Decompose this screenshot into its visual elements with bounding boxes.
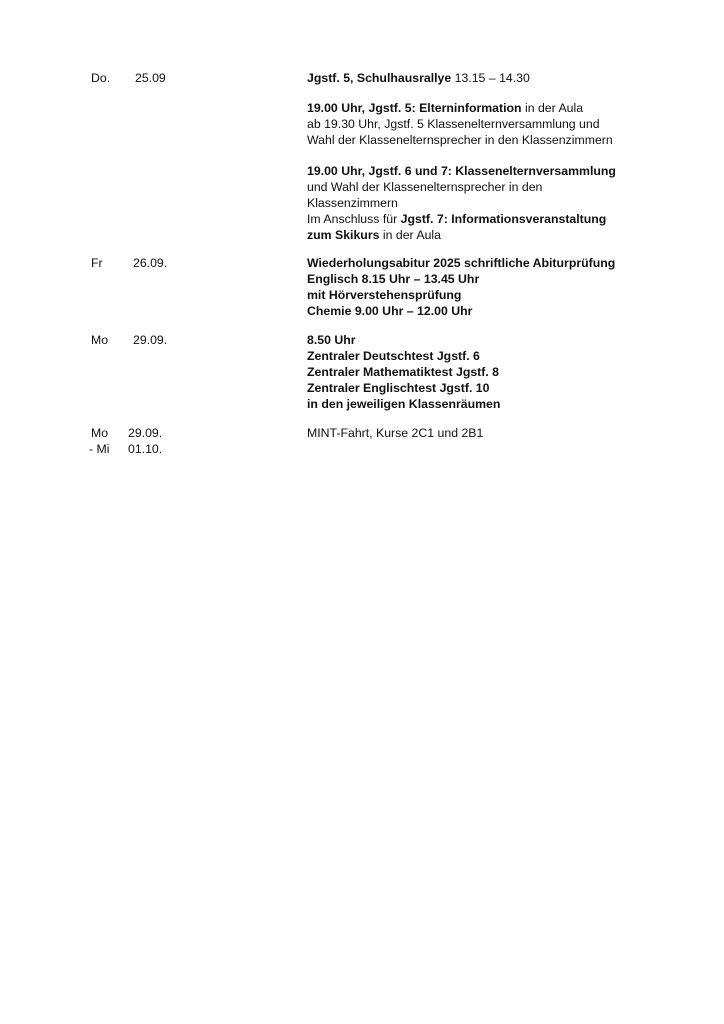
entry-day-end: - Mi (89, 442, 110, 456)
bold-text: Jgstf. 7: Informationsveranstaltung (400, 212, 607, 226)
entry-day: Mo (91, 333, 109, 347)
description-line: Zentraler Englischtest Jgstf. 10 (307, 381, 490, 395)
entry-description (307, 163, 707, 243)
description-line (307, 227, 707, 243)
entry-description (307, 425, 707, 441)
description-line: Zentraler Mathematiktest Jgstf. 8 (307, 365, 500, 379)
entry-description (307, 332, 707, 412)
description-line: in den jeweiligen Klassenräumen (307, 397, 501, 411)
entry-date: 26.09. (133, 256, 168, 270)
description-line (307, 163, 707, 179)
entry-description (307, 255, 707, 319)
plain-text: Im Anschluss für (307, 212, 401, 226)
description-line: Wiederholungsabitur 2025 schriftliche Abiturprüfung (307, 256, 616, 270)
description-line: MINT-Fahrt, Kurse 2C1 und 2B1 (307, 426, 484, 440)
description-line: und Wahl der Klassenelternsprecher in den (307, 180, 543, 194)
plain-text: in der Aula (521, 101, 584, 115)
description-line: Wahl der Klassenelternsprecher in den Klassenzimmern (307, 133, 613, 147)
entry-date: 29.09. (128, 426, 163, 440)
entry-description (307, 100, 707, 148)
description-line (307, 211, 707, 227)
description-line: Zentraler Deutschtest Jgstf. 6 (307, 349, 480, 363)
description-line: ab 19.30 Uhr, Jgstf. 5 Klassenelternversammlung und (307, 117, 600, 131)
description-line (307, 100, 707, 116)
bold-text: Jgstf. 5, Schulhausrallye (307, 71, 452, 85)
bold-text: 19.00 Uhr, Jgstf. 6 und 7: Klassenelternversammlung (307, 164, 616, 178)
entry-date: 25.09 (135, 71, 166, 85)
entry-description (307, 70, 707, 86)
description-line: Englisch 8.15 Uhr – 13.45 Uhr (307, 272, 480, 286)
description-line: mit Hörverstehensprüfung (307, 288, 462, 302)
entry-day: Mo (91, 426, 109, 440)
entry-date: 29.09. (133, 333, 168, 347)
plain-text: in der Aula (379, 228, 441, 242)
description-line: 8.50 Uhr (307, 333, 356, 347)
entry-day: Fr (91, 256, 103, 270)
entry-date-end: 01.10. (128, 442, 163, 456)
plain-text: 13.15 – 14.30 (451, 71, 530, 85)
bold-text: zum Skikurs (307, 228, 380, 242)
description-line (307, 70, 707, 86)
description-line: Klassenzimmern (307, 196, 398, 210)
bold-text: 19.00 Uhr, Jgstf. 5: Elterninformation (307, 101, 522, 115)
description-line: Chemie 9.00 Uhr – 12.00 Uhr (307, 304, 473, 318)
entry-day: Do. (91, 71, 111, 85)
